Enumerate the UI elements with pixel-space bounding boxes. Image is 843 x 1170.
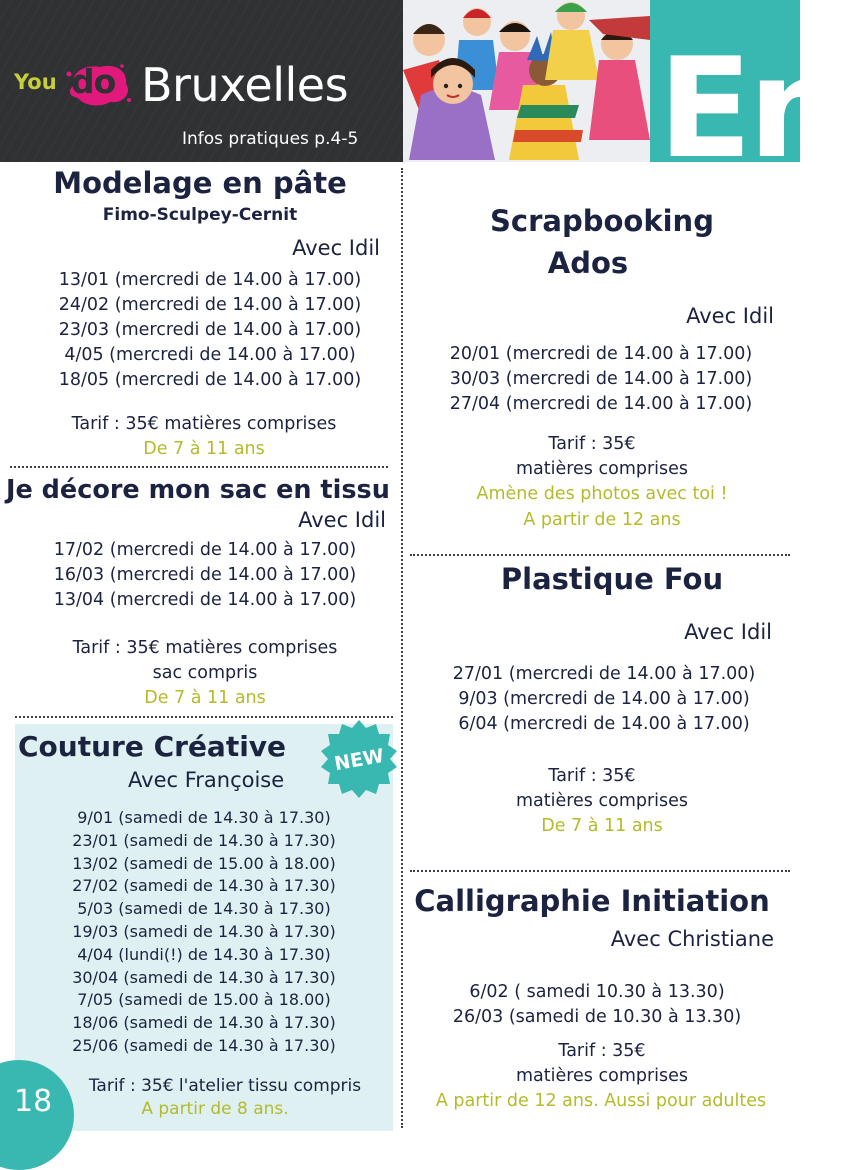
modelage-age: De 7 à 11 ans (143, 439, 265, 459)
couture-date: 5/03 (samedi de 14.30 à 17.30) (77, 899, 331, 919)
couture-tarif: Tarif : 35€ l'atelier tissu compris (88, 1076, 362, 1096)
sac-date: 13/04 (mercredi de 14.00 à 17.00) (53, 590, 357, 610)
page-number: 18 (14, 1084, 53, 1119)
couture-date: 19/03 (samedi de 14.30 à 17.30) (72, 921, 336, 941)
brand-city: Bruxelles (141, 58, 349, 112)
section-letters: En (658, 28, 843, 189)
sac-tarif-2: sac compris (152, 663, 258, 683)
calli-date: 6/02 ( samedi 10.30 à 13.30) (469, 982, 725, 1002)
clay-dolls-illustration (403, 0, 650, 162)
scrap-date: 20/01 (mercredi de 14.00 à 17.00) (449, 344, 753, 364)
sac-title: Je décore mon sac en tissu (6, 475, 390, 505)
sac-instructor: Avec Idil (298, 508, 386, 532)
couture-instructor: Avec Françoise (128, 768, 285, 792)
modelage-title: Modelage en pâte (53, 166, 347, 200)
calli-date: 26/03 (samedi de 10.30 à 13.30) (452, 1007, 742, 1027)
plastique-instructor: Avec Idil (684, 620, 772, 644)
couture-date: 18/06 (samedi de 14.30 à 17.30) (72, 1013, 336, 1033)
new-badge-icon (318, 718, 400, 800)
couture-age: A partir de 8 ans. (141, 1099, 289, 1119)
couture-date: 23/01 (samedi de 14.30 à 17.30) (72, 830, 336, 850)
calli-age: A partir de 12 ans. Aussi pour adultes (435, 1091, 767, 1111)
divider-left-1 (10, 466, 388, 468)
scrap-date: 30/03 (mercredi de 14.00 à 17.00) (449, 369, 753, 389)
scrap-age: A partir de 12 ans (523, 510, 681, 530)
couture-dates (15, 807, 393, 1058)
sac-tarif: Tarif : 35€ matières comprises (72, 638, 338, 658)
plastique-date: 27/01 (mercredi de 14.00 à 17.00) (452, 664, 756, 684)
couture-date: 27/02 (samedi de 14.30 à 17.30) (72, 876, 336, 896)
divider-right-1 (410, 554, 790, 556)
scrap-title: Scrapbooking (490, 204, 714, 238)
scrap-dates (402, 342, 800, 417)
scrap-tarif: Tarif : 35€ (548, 434, 636, 454)
header-info: Infos pratiques p.4-5 (182, 129, 359, 149)
couture-title: Couture Créative (18, 730, 287, 763)
modelage-date: 24/02 (mercredi de 14.00 à 17.00) (58, 295, 362, 315)
couture-date: 9/01 (samedi de 14.30 à 17.30) (77, 808, 331, 827)
plastique-date: 9/03 (mercredi de 14.00 à 17.00) (458, 689, 750, 709)
couture-date: 7/05 (samedi de 15.00 à 18.00) (77, 990, 331, 1010)
divider-right-2 (410, 870, 790, 872)
calli-title: Calligraphie Initiation (414, 884, 770, 918)
modelage-instructor: Avec Idil (292, 236, 380, 260)
section-letter-block (650, 0, 843, 189)
couture-date: 4/04 (lundi(!) de 14.30 à 17.30) (77, 944, 331, 964)
modelage-tarif: Tarif : 35€ matières comprises (71, 414, 337, 434)
modelage-date: 18/05 (mercredi de 14.00 à 17.00) (58, 370, 362, 390)
calli-dates (402, 980, 792, 1030)
modelage-subtitle: Fimo-Sculpey-Cernit (102, 205, 298, 225)
scrap-title-2: Ados (547, 246, 629, 280)
sac-date: 17/02 (mercredi de 14.00 à 17.00) (53, 540, 357, 560)
scrap-instructor: Avec Idil (686, 304, 774, 328)
modelage-dates (0, 268, 420, 393)
plastique-tarif: Tarif : 35€ (548, 766, 636, 786)
modelage-date: 4/05 (mercredi de 14.00 à 17.00) (64, 345, 356, 365)
logo-you: You (14, 70, 57, 94)
calli-tarif: Tarif : 35€ (558, 1041, 646, 1061)
plastique-dates (402, 662, 806, 737)
plastique-age: De 7 à 11 ans (541, 816, 663, 836)
new-badge-text: NEW (332, 744, 386, 776)
sac-age: De 7 à 11 ans (144, 688, 266, 708)
sac-dates (0, 538, 410, 613)
couture-date: 13/02 (samedi de 15.00 à 18.00) (72, 853, 336, 873)
scrap-note: Amène des photos avec toi ! (476, 484, 728, 504)
modelage-date: 23/03 (mercredi de 14.00 à 17.00) (58, 320, 362, 340)
dolls-photo (403, 0, 650, 162)
calli-instructor: Avec Christiane (610, 927, 774, 951)
logo-do: do (71, 62, 116, 101)
couture-date: 25/06 (samedi de 14.30 à 17.30) (72, 1035, 336, 1055)
couture-date: 30/04 (samedi de 14.30 à 17.30) (72, 967, 336, 987)
calli-tarif-2: matières comprises (515, 1066, 689, 1086)
plastique-date: 6/04 (mercredi de 14.00 à 17.00) (458, 714, 750, 734)
scrap-tarif-2: matières comprises (515, 459, 689, 479)
scrap-date: 27/04 (mercredi de 14.00 à 17.00) (449, 394, 753, 414)
sac-date: 16/03 (mercredi de 14.00 à 17.00) (53, 565, 357, 585)
plastique-title: Plastique Fou (500, 562, 724, 596)
plastique-tarif-2: matières comprises (515, 791, 689, 811)
modelage-date: 13/01 (mercredi de 14.00 à 17.00) (58, 270, 362, 290)
